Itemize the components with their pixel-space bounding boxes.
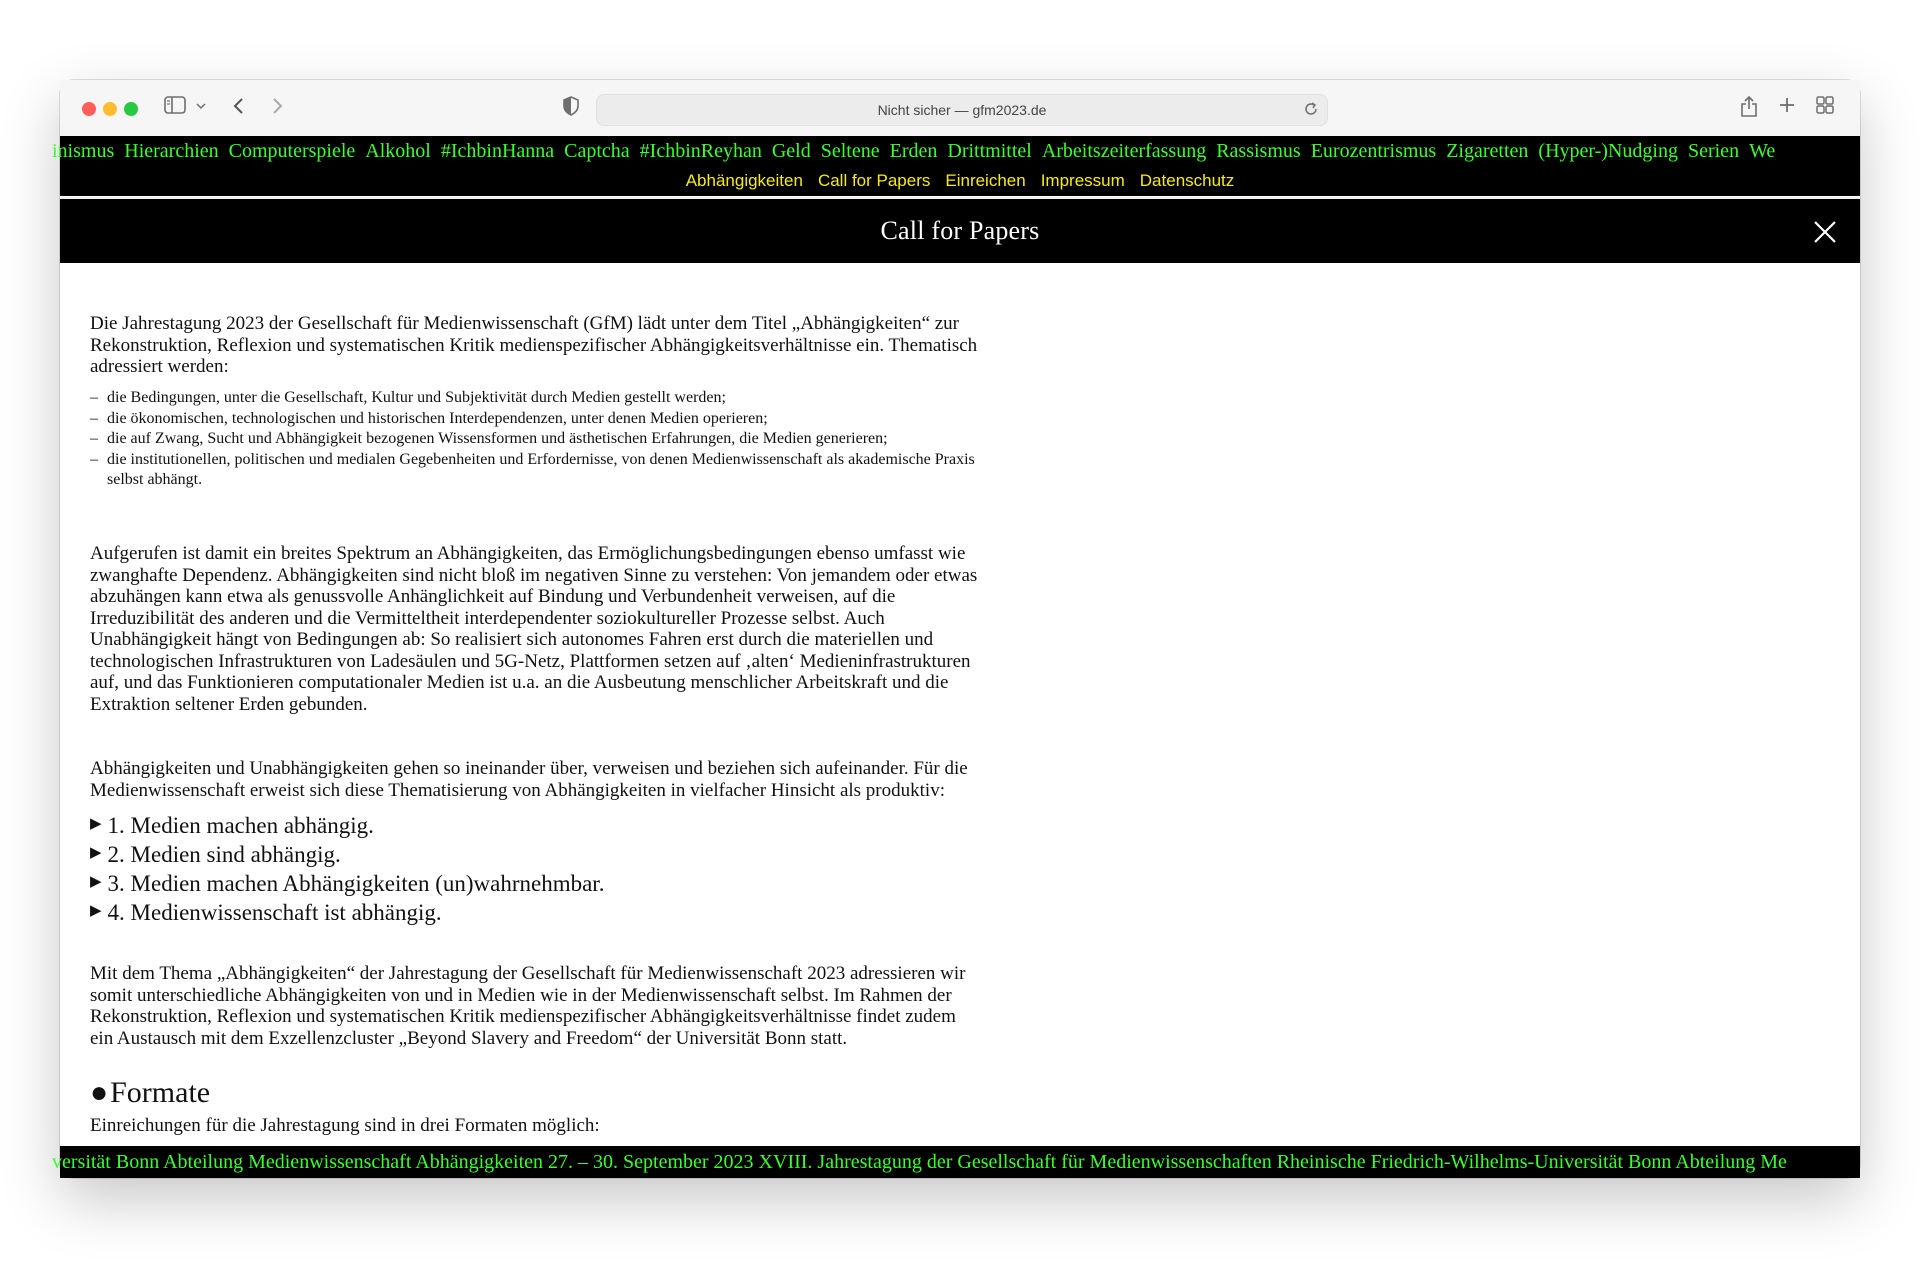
formate-intro-text: Einreichungen für die Jahrestagung sind in drei Formaten möglich: [90,1115,600,1136]
ticker-keyword: #IchbinReyhan [639,140,762,162]
triangle-right-icon: ▶ [90,845,102,861]
thesis-toggle-4[interactable]: ▶ 4. Medienwissenschaft ist abhängig. [90,898,604,927]
triangle-right-icon: ▶ [90,816,102,832]
list-item: – die auf Zwang, Sucht und Abhängigkeit bezogenen Wissensformen und ästhetischen Erfahrungen, die Medien generieren; [90,430,888,447]
modal-content[interactable] [90,263,1090,1229]
ticker-keyword: We [1749,140,1776,162]
site-nav [60,166,1860,196]
ticker-keyword: Drittmittel [947,140,1032,162]
triangle-right-icon: ▶ [90,903,102,919]
ticker-keyword: Arbeitszeiterfassung [1041,140,1207,162]
forward-arrow-icon[interactable] [270,96,284,116]
ticker-keyword: Erden [889,140,938,162]
ticker-keyword: Seltene [820,140,880,162]
nav-link-abhaengigkeiten[interactable]: Abhängigkeiten [685,171,803,190]
ticker-keyword: (Hyper-)Nudging [1538,140,1678,162]
close-window-button[interactable] [82,102,96,116]
ticker-track [52,136,1785,166]
topic-list [90,388,990,491]
sidebar-icon[interactable] [164,96,186,114]
browser-toolbar [60,80,1860,137]
chevron-down-icon[interactable] [196,102,206,110]
list-item: – die ökonomischen, technologischen und historischen Interdependenzen, unter denen Medien operieren; [90,409,768,427]
back-arrow-icon[interactable] [232,96,246,116]
thesis-toggle-1[interactable]: ▶ 1. Medien machen abhängig. [90,811,604,840]
ticker-keyword: Eurozentrismus [1310,140,1437,162]
nav-link-datenschutz[interactable]: Datenschutz [1139,171,1235,190]
share-icon[interactable] [1740,96,1758,118]
spectrum-paragraph: Aufgerufen ist damit ein breites Spektrum an Abhängigkeiten, das Ermöglichungsbedingungen ebenso umfasst wie zwanghafte Dependenz. Abhängigkeiten sind nicht bloß im negativen Sinne zu verstehen: Von jemandem oder etwas abzuhängen kann etwa als genussvolle Anhänglichkeit auf Bindung und Verbundenheit verweisen, auf die Irreduzibilität des anderen und die Vermitteltheit interdependenter soziokultureller Prozesse selbst. Auch Unabhängigkeit hängt von Bedingungen ab: So realisiert sich autonomes Fahren erst durch die materiellen und technologischen Infrastrukturen von Ladesäulen und 5G-Netz, Plattformen setzen auf ‚alten‘ Medieninfrastrukturen auf, und das Funktionieren computationaler Medien ist u.a. an die Ausbeutung menschlicher Arbeitskraft und die Extraktion seltener Erden gebunden. [90,543,978,715]
nav-link-einreichen[interactable]: Einreichen [945,171,1026,190]
ticker-keyword: Rassismus [1216,140,1301,162]
shield-icon[interactable] [562,96,580,116]
intro-paragraph: Die Jahrestagung 2023 der Gesellschaft für Medienwissenschaft (GfM) lädt unter dem Titel „Abhängigkeiten“ zur Rekonstruktion, Reflexion und systematischen Kritik medienspezifischer Abhängigkeitsverhältnisse ein. Thematisch adressiert werden: [90,313,978,377]
keyword-ticker-top [52,136,1860,166]
thesis-toggle-3[interactable]: ▶ 3. Medien machen Abhängigkeiten (un)wahrnehmbar. [90,869,604,898]
triangle-right-icon: ▶ [90,874,102,890]
ticker-keyword: Zigaretten [1446,140,1529,162]
ticker-keyword: Captcha [564,140,630,162]
event-ticker-bottom [52,1146,1860,1178]
address-bar[interactable] [596,94,1328,126]
nav-link-impressum[interactable]: Impressum [1040,171,1125,190]
close-icon[interactable] [1812,219,1838,245]
zoom-window-button[interactable] [124,102,138,116]
ticker-keyword: Hierarchien [124,140,219,162]
ticker-bottom-text: versität Bonn Abteilung Medienwissenschaft Abhängigkeiten 27. – 30. September 2023 XVIII. Jahrestagung der Gesellschaft für Medienwissenschaften Rheinische Friedrich-Wilhelms-Universität Bonn Abteilung Me [52,1151,1787,1173]
modal-title: Call for Papers [880,216,1040,245]
minimize-window-button[interactable] [103,102,117,116]
list-item: – die institutionellen, politischen und medialen Gegebenheiten und Erfordernisse, von denen Medienwissenschaft als akademische Praxis selbst abhängt. [90,450,975,488]
ticker-keyword: Geld [771,140,811,162]
plus-icon[interactable] [1778,96,1796,114]
url-text: Nicht sicher — gfm2023.de [877,102,1047,118]
list-item: – die Bedingungen, unter die Gesellschaft, Kultur und Subjektivität durch Medien gestellt werden; [90,389,726,406]
browser-window [52,80,1860,1178]
ticker-keyword: inismus [52,140,115,162]
tabs-grid-icon[interactable] [1816,96,1834,114]
formate-heading: ●Formate [90,1076,211,1109]
theme-paragraph: Mit dem Thema „Abhängigkeiten“ der Jahrestagung der Gesellschaft für Medienwissenschaft 2023 adressieren wir somit unterschiedliche Abhängigkeiten von und in Medien wie in der Medienwissenschaft selbst. Im Rahmen der Rekonstruktion, Reflexion und systematischen Kritik medienspezifischer Abhängigkeitsverhältnisse findet zudem ein Austausch mit dem Exzellenzcluster „Beyond Slavery and Freedom“ der Universität Bonn statt. [90,963,966,1049]
reload-icon[interactable] [1303,101,1319,120]
ticker-keyword: Alkohol [365,140,431,162]
ticker-keyword: #IchbinHanna [440,140,555,162]
thesis-toggle-2[interactable]: ▶ 2. Medien sind abhängig. [90,840,604,869]
expandable-theses [90,811,604,927]
modal-header [60,199,1860,263]
productive-paragraph: Abhängigkeiten und Unabhängigkeiten gehen so ineinander über, verweisen und beziehen sich aufeinander. Für die Medienwissenschaft erweist sich diese Thematisierung von Abhängigkeiten in vielfacher Hinsicht als produktiv: [90,758,968,801]
heading-bullet: ● [90,1076,109,1109]
ticker-keyword: Serien [1687,140,1740,162]
nav-link-call-for-papers[interactable]: Call for Papers [817,171,931,190]
ticker-keyword: Computerspiele [228,140,356,162]
